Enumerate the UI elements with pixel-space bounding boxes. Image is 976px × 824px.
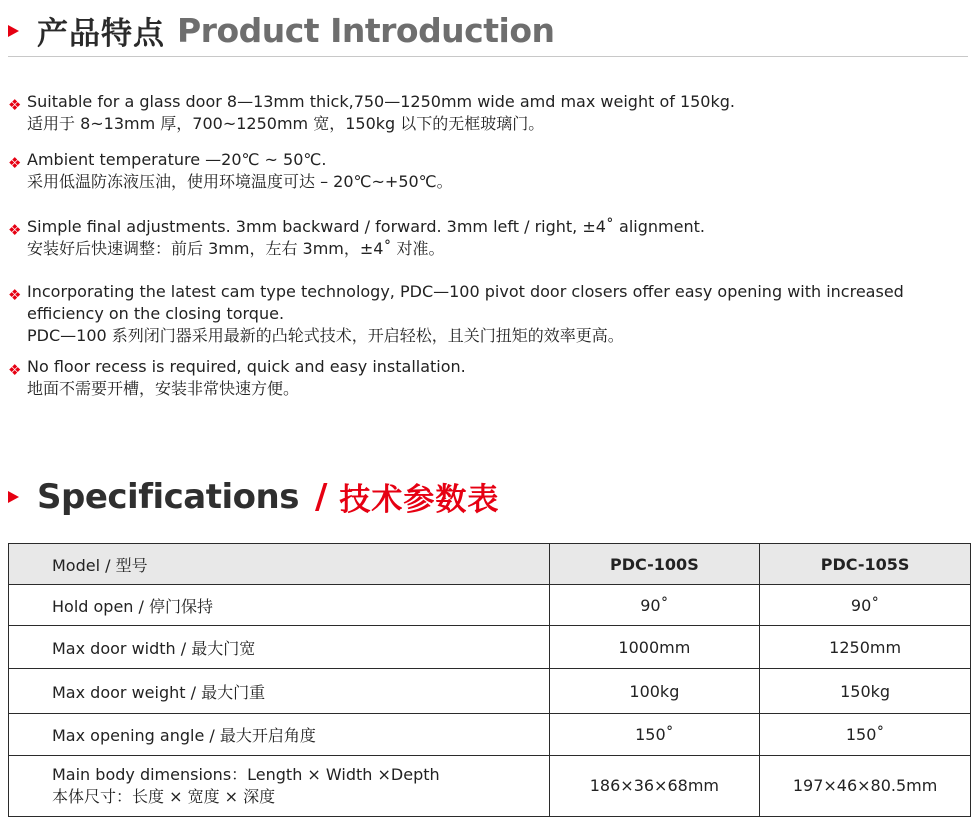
diamond-bullet-icon: ❖ [8, 96, 22, 114]
header-pdc-100s: PDC-100S [549, 544, 760, 585]
spec-title-slash: / [314, 476, 328, 517]
feature-item [8, 216, 968, 260]
cell-value: 197×46×80.5mm [760, 756, 971, 817]
cell-value: 150kg [760, 669, 971, 714]
table-header-row [9, 544, 971, 585]
row-label: Hold open / 停门保持 [9, 585, 550, 626]
feature-text-cn: 适用于 8~13mm 厚，700~1250mm 宽，150kg 以下的无框玻璃门。 [27, 114, 545, 133]
table-row [9, 626, 971, 669]
spec-title-en: Specifications [37, 476, 299, 517]
feature-item [8, 149, 968, 193]
feature-text-en: Incorporating the latest cam type technology, PDC—100 pivot door closers offer easy opening with increased efficiency on the closing torque. [27, 282, 904, 323]
table-row [9, 669, 971, 714]
cell-value: 150˚ [760, 714, 971, 756]
spec-table [8, 543, 971, 817]
intro-title-en: Product Introduction [177, 11, 555, 50]
cell-value: 186×36×68mm [549, 756, 760, 817]
header-model: Model / 型号 [9, 544, 550, 585]
spec-section-header [8, 474, 499, 519]
feature-item [8, 356, 968, 400]
feature-text-en: No floor recess is required, quick and easy installation. [27, 357, 466, 376]
feature-text-cn: PDC—100 系列闭门器采用最新的凸轮式技术，开启轻松，且关门扭矩的效率更高。 [27, 326, 624, 345]
header-pdc-105s: PDC-105S [760, 544, 971, 585]
row-label: Max door width / 最大门宽 [9, 626, 550, 669]
feature-text-en: Suitable for a glass door 8—13mm thick,750—1250mm wide amd max weight of 150kg. [27, 92, 735, 111]
row-label-en: Main body dimensions：Length × Width ×Depth [52, 765, 440, 784]
cell-value: 1250mm [760, 626, 971, 669]
feature-text-cn: 安装好后快速调整：前后 3mm，左右 3mm，±4˚ 对准。 [27, 239, 445, 258]
cell-value: 90˚ [549, 585, 760, 626]
row-label: Max door weight / 最大门重 [9, 669, 550, 714]
diamond-bullet-icon: ❖ [8, 221, 22, 239]
cell-value: 100kg [549, 669, 760, 714]
intro-title-cn: 产品特点 [37, 16, 165, 52]
diamond-bullet-icon: ❖ [8, 286, 22, 304]
spec-title-cn: 技术参数表 [339, 482, 500, 518]
feature-text-cn: 采用低温防冻液压油，使用环境温度可达 – 20℃~+50℃。 [27, 172, 453, 191]
cell-value: 90˚ [760, 585, 971, 626]
feature-item [8, 91, 968, 135]
row-label-cn: 本体尺寸：长度 × 宽度 × 深度 [52, 787, 276, 806]
cell-value: 1000mm [549, 626, 760, 669]
diamond-bullet-icon: ❖ [8, 154, 22, 172]
header-divider [8, 56, 968, 57]
feature-text-en: Simple final adjustments. 3mm backward / forward. 3mm left / right, ±4˚ alignment. [27, 217, 705, 236]
triangle-bullet-icon [8, 25, 19, 37]
intro-section-header [8, 8, 555, 53]
cell-value: 150˚ [549, 714, 760, 756]
table-row [9, 756, 971, 817]
diamond-bullet-icon: ❖ [8, 361, 22, 379]
row-label [9, 756, 550, 817]
feature-item [8, 281, 968, 347]
feature-text-en: Ambient temperature —20℃ ~ 50℃. [27, 150, 327, 169]
row-label: Max opening angle / 最大开启角度 [9, 714, 550, 756]
feature-text-cn: 地面不需要开槽，安装非常快速方便。 [27, 379, 300, 398]
table-row [9, 714, 971, 756]
table-row [9, 585, 971, 626]
triangle-bullet-icon [8, 491, 19, 503]
